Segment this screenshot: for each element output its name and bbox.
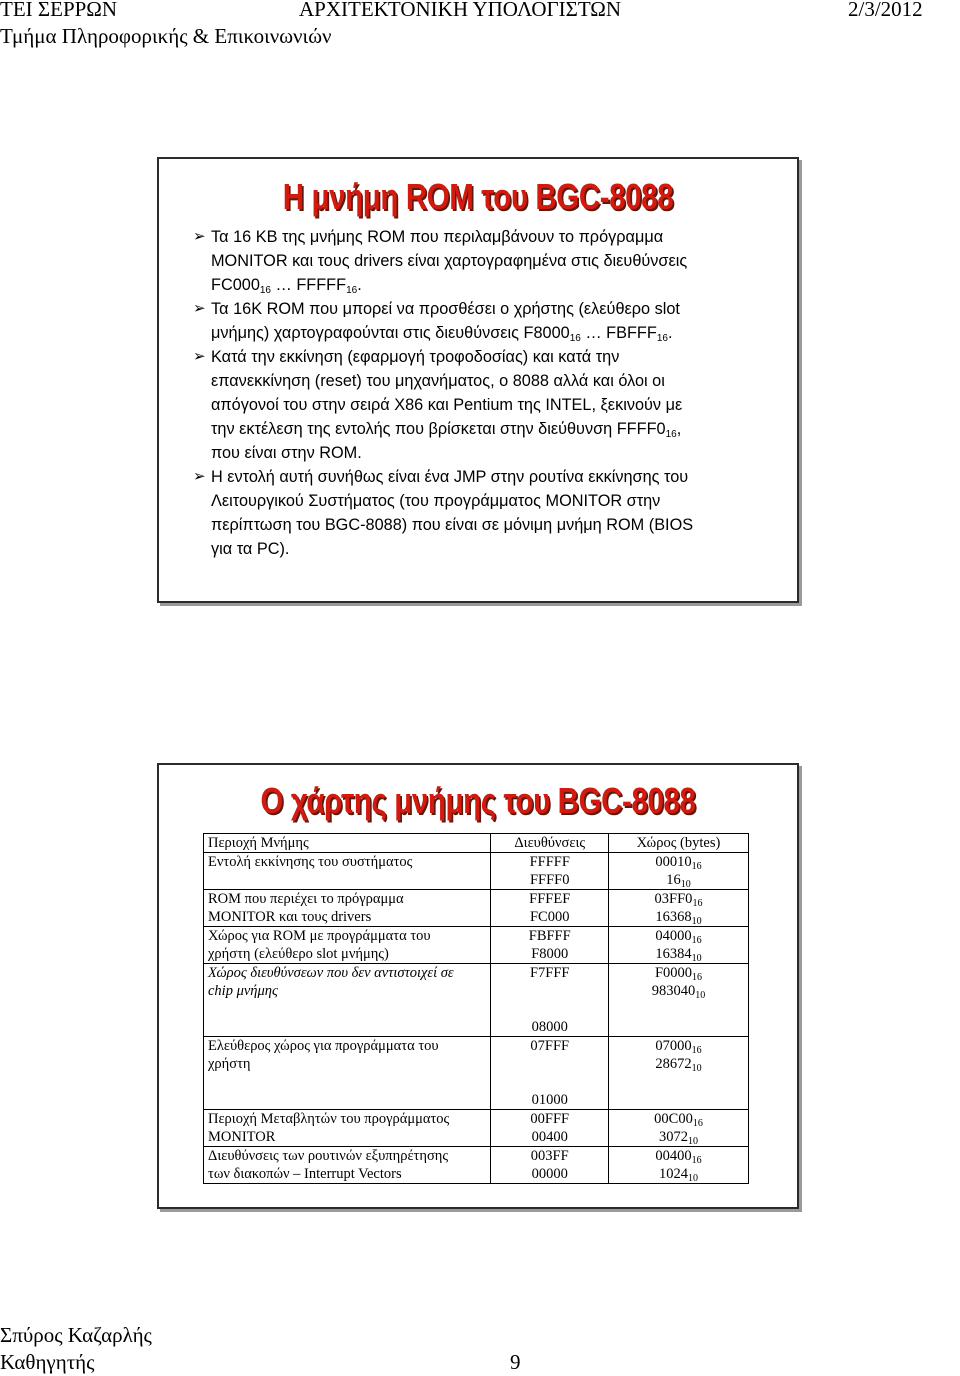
bullet-line: Τα 16K ROM που μπορεί να προσθέσει ο χρήστης (ελεύθερο slot	[211, 300, 680, 318]
bullet-line: Λειτουργικού Συστήματος (του προγράμματος MONITOR στην	[211, 492, 661, 510]
arrow-bullet-icon: ➢	[193, 348, 206, 365]
cell-area: Περιοχή Μεταβλητών του προγράμματος MONITOR	[204, 1110, 491, 1147]
bullet-line: περίπτωση του BGC-8088) που είναι σε μόνιμη μνήμη ROM (BIOS	[211, 516, 694, 534]
list-item	[189, 345, 769, 465]
cell-area: Ελεύθερος χώρος για προγράμματα του χρήστη	[204, 1037, 491, 1110]
cell-size: $03FF0_{16}$ $16368_{10}$	[608, 890, 748, 927]
cell-addresses: F7FFF 08000	[491, 964, 609, 1037]
table-row	[204, 927, 749, 964]
arrow-bullet-icon: ➢	[193, 228, 206, 245]
cell-size: $F0000_{16}$ $983040_{10}$	[608, 964, 748, 1037]
cell-size: $00400_{16}$ $1024_{10}$	[608, 1147, 748, 1184]
table-row	[204, 890, 749, 927]
table-row	[204, 1147, 749, 1184]
header-department: Τμήμα Πληροφορικής & Επικοινωνιών	[0, 24, 332, 48]
cell-size: $00010_{16}$ $16_{10}$	[608, 853, 748, 890]
bullet-line: Κατά την εκκίνηση (εφαρμογή τροφοδοσίας) και κατά την	[211, 348, 620, 366]
column-header: Χώρος (bytes)	[608, 834, 748, 853]
cell-area: Χώρος διευθύνσεων που δεν αντιστοιχεί σε chip μνήμης	[204, 964, 491, 1037]
bullet-line: για τα PC).	[211, 540, 290, 558]
list-item	[189, 297, 769, 345]
cell-addresses: FBFFF F8000	[491, 927, 609, 964]
list-item	[189, 225, 769, 297]
header-institution: ΤΕΙ ΣΕΡΡΩΝ	[0, 0, 118, 21]
column-header: Περιοχή Μνήμης	[204, 834, 491, 853]
table-row	[204, 853, 749, 890]
slide-title: Ο χάρτης μνήμης του BGC-8088	[260, 780, 696, 821]
cell-area: ROM που περιέχει το πρόγραμμα MONITOR και τους drivers	[204, 890, 491, 927]
header-date: 2/3/2012	[848, 0, 923, 21]
cell-size: $00C00_{16}$ $3072_{10}$	[608, 1110, 748, 1147]
arrow-bullet-icon: ➢	[193, 300, 206, 317]
table-header-row	[204, 834, 749, 853]
cell-size: $04000_{16}$ $16384_{10}$	[608, 927, 748, 964]
page-number: 9	[510, 1350, 521, 1374]
cell-area: Διευθύνσεις των ρουτινών εξυπηρέτησης των διακοπών – Interrupt Vectors	[204, 1147, 491, 1184]
list-item	[189, 465, 769, 561]
column-header: Διευθύνσεις	[491, 834, 609, 853]
bullet-line: MONITOR και τους drivers είναι χαρτογραφημένα στις διευθύνσεις	[211, 252, 688, 270]
cell-addresses: 003FF 00000	[491, 1147, 609, 1184]
cell-area: Εντολή εκκίνησης του συστήματος	[204, 853, 491, 890]
bullet-line: επανεκκίνηση (reset) του μηχανήματος, ο 8088 αλλά και όλοι οι	[211, 372, 665, 390]
header-course: ΑΡΧΙΤΕΚΤΟΝΙΚΗ ΥΠΟΛΟΓΙΣΤΩΝ	[299, 0, 622, 21]
arrow-bullet-icon: ➢	[193, 468, 206, 485]
cell-addresses: 00FFF 00400	[491, 1110, 609, 1147]
footer-role: Καθηγητής	[0, 1350, 95, 1374]
table-row	[204, 1110, 749, 1147]
cell-addresses: 07FFF 01000	[491, 1037, 609, 1110]
slide-memory-map	[157, 763, 799, 1209]
footer-author: Σπύρος Καζαρλής	[0, 1323, 152, 1347]
table-row	[204, 964, 749, 1037]
cell-area: Χώρος για ROM με προγράμματα του χρήστη (ελεύθερο slot μνήμης)	[204, 927, 491, 964]
table-row	[204, 1037, 749, 1110]
cell-addresses: FFFFF FFFF0	[491, 853, 609, 890]
bullet-line: Η εντολή αυτή συνήθως είναι ένα JMP στην ρουτίνα εκκίνησης του	[211, 468, 689, 486]
slide-title: Η μνήμη ROM του BGC-8088	[282, 176, 674, 217]
bullet-line: Τα 16 KB της μνήμης ROM που περιλαμβάνουν το πρόγραμμα	[211, 228, 664, 246]
cell-addresses: FFFEF FC000	[491, 890, 609, 927]
bullet-line: την εκτέλεση της εντολής που βρίσκεται στην διεύθυνση $FFFF0_{16}$,	[211, 420, 682, 440]
slide-rom	[157, 157, 799, 603]
cell-size: $07000_{16}$ $28672_{10}$	[608, 1037, 748, 1110]
bullet-line: $FC000_{16}$ … $FFFFF_{16}$.	[211, 276, 362, 296]
bullet-line: που είναι στην ROM.	[211, 444, 362, 462]
bullet-list	[189, 225, 769, 561]
memory-map-table	[203, 833, 749, 1184]
bullet-line: απόγονοί του στην σειρά X86 και Pentium της INTEL, ξεκινούν με	[211, 396, 683, 414]
bullet-line: μνήμης) χαρτογραφούνται στις διευθύνσεις $F8000_{16}$ … $FBFFF_{16}$.	[211, 324, 673, 344]
